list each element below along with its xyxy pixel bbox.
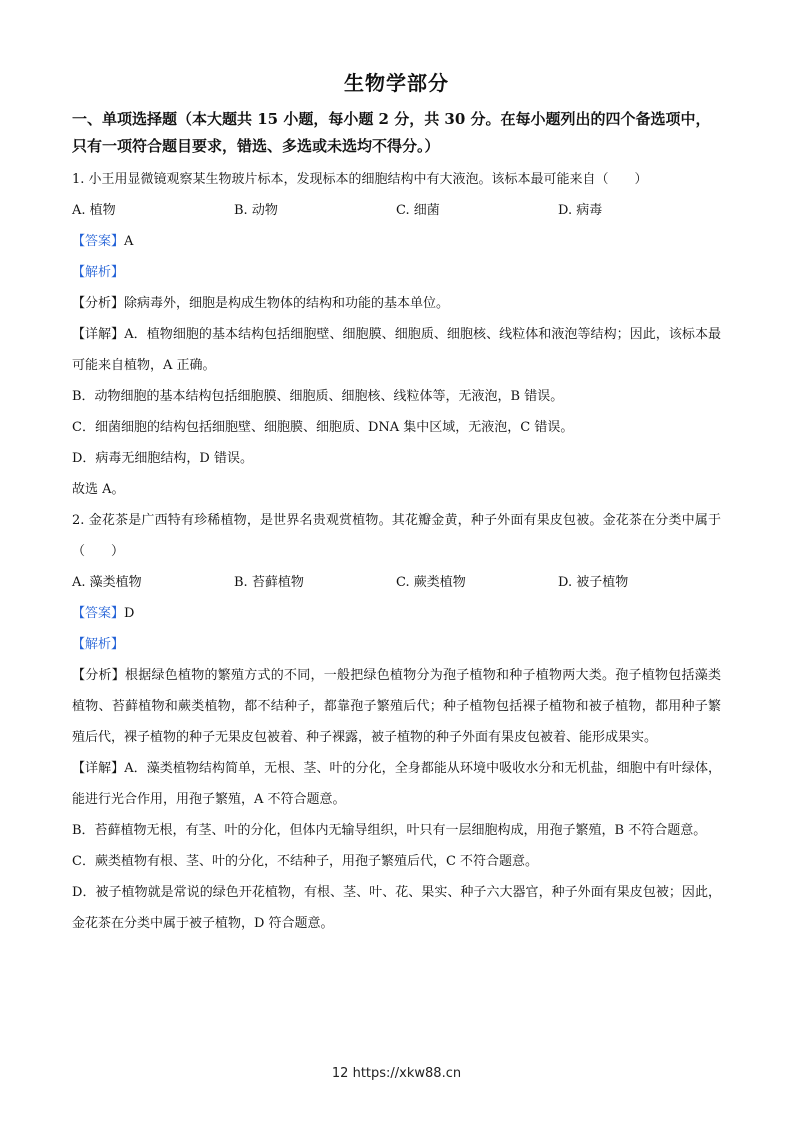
page-footer: 12 https://xkw88.cn (331, 1066, 462, 1081)
option-list (72, 195, 721, 226)
answer-line (72, 226, 721, 257)
analysis-text: 【分析】除病毒外，细胞是构成生物体的结构和功能的基本单位。 (72, 296, 450, 311)
section-heading: 一、单项选择题（本大题共 15 小题，每小题 2 分，共 30 分。在每小题列出的四个备选项中，只有一项符合题目要求，错选、多选或未选均不得分。） (72, 110, 711, 155)
detail-option-d: D．病毒无细胞结构，D 错误。 (72, 451, 253, 466)
analysis-tag: 【解析】 (72, 637, 125, 652)
answer-tag: 【答案】 (72, 606, 125, 621)
analysis-text: 【分析】根据绿色植物的繁殖方式的不同，一般把绿色植物分为孢子植物和种子植物两大类。孢子植物包括藻类植物、苔藓植物和蕨类植物，都不结种子，都靠孢子繁殖后代；种子植物包括裸子植物和被子植物，都用种子繁殖后代，裸子植物的种子无果皮包被着、种子裸露，被子植物的种子外面有果皮包被着、能形成果实。 (72, 668, 721, 745)
detail-option-d: D．被子植物就是常说的绿色开花植物，有根、茎、叶、花、果实、种子六大器官，种子外面有果皮包被；因此，金花茶在分类中属于被子植物，D 符合题意。 (72, 885, 721, 931)
answer-line (72, 598, 721, 629)
question-1 (72, 164, 721, 505)
option-d: D. 被子植物 (558, 575, 629, 590)
detail-text: 【详解】A．藻类植物结构简单，无根、茎、叶的分化，全身都能从环境中吸收水分和无机盐，细胞中有叶绿体，能进行光合作用，用孢子繁殖，A 不符合题意。 (72, 761, 721, 807)
answer-value: A (124, 234, 134, 249)
option-a: A. 植物 (72, 203, 116, 218)
option-a: A. 藻类植物 (72, 575, 142, 590)
conclusion: 故选 A。 (72, 482, 125, 497)
question-stem: 1. 小王用显微镜观察某生物玻片标本，发现标本的细胞结构中有大液泡。该标本最可能来自（ ） (72, 172, 648, 187)
analysis-tag: 【解析】 (72, 265, 125, 280)
option-d: D. 病毒 (558, 203, 603, 218)
detail-option-b: B．动物细胞的基本结构包括细胞膜、细胞质、细胞核、线粒体等，无液泡，B 错误。 (72, 389, 564, 404)
question-stem: 2. 金花茶是广西特有珍稀植物，是世界名贵观赏植物。其花瓣金黄，种子外面有果皮包被。金花茶在分类中属于（ ） (72, 513, 721, 559)
detail-text: 【详解】A．植物细胞的基本结构包括细胞壁、细胞膜、细胞质、细胞核、线粒体和液泡等结构；因此，该标本最可能来自植物，A 正确。 (72, 327, 721, 373)
option-c: C. 细菌 (396, 203, 440, 218)
detail-option-c: C．细菌细胞的结构包括细胞壁、细胞膜、细胞质、DNA 集中区域，无液泡，C 错误。 (72, 420, 574, 435)
option-b: B. 苔藓植物 (234, 575, 304, 590)
page-title: 生物学部分 (344, 71, 449, 95)
detail-option-c: C．蕨类植物有根、茎、叶的分化，不结种子，用孢子繁殖后代，C 不符合题意。 (72, 854, 539, 869)
option-list (72, 567, 721, 598)
option-b: B. 动物 (234, 203, 278, 218)
option-c: C. 蕨类植物 (396, 575, 466, 590)
answer-tag: 【答案】 (72, 234, 125, 249)
detail-option-b: B．苔藓植物无根，有茎、叶的分化，但体内无输导组织，叶只有一层细胞构成，用孢子繁殖，B 不符合题意。 (72, 823, 707, 838)
question-2 (72, 505, 721, 939)
answer-value: D (124, 606, 135, 621)
